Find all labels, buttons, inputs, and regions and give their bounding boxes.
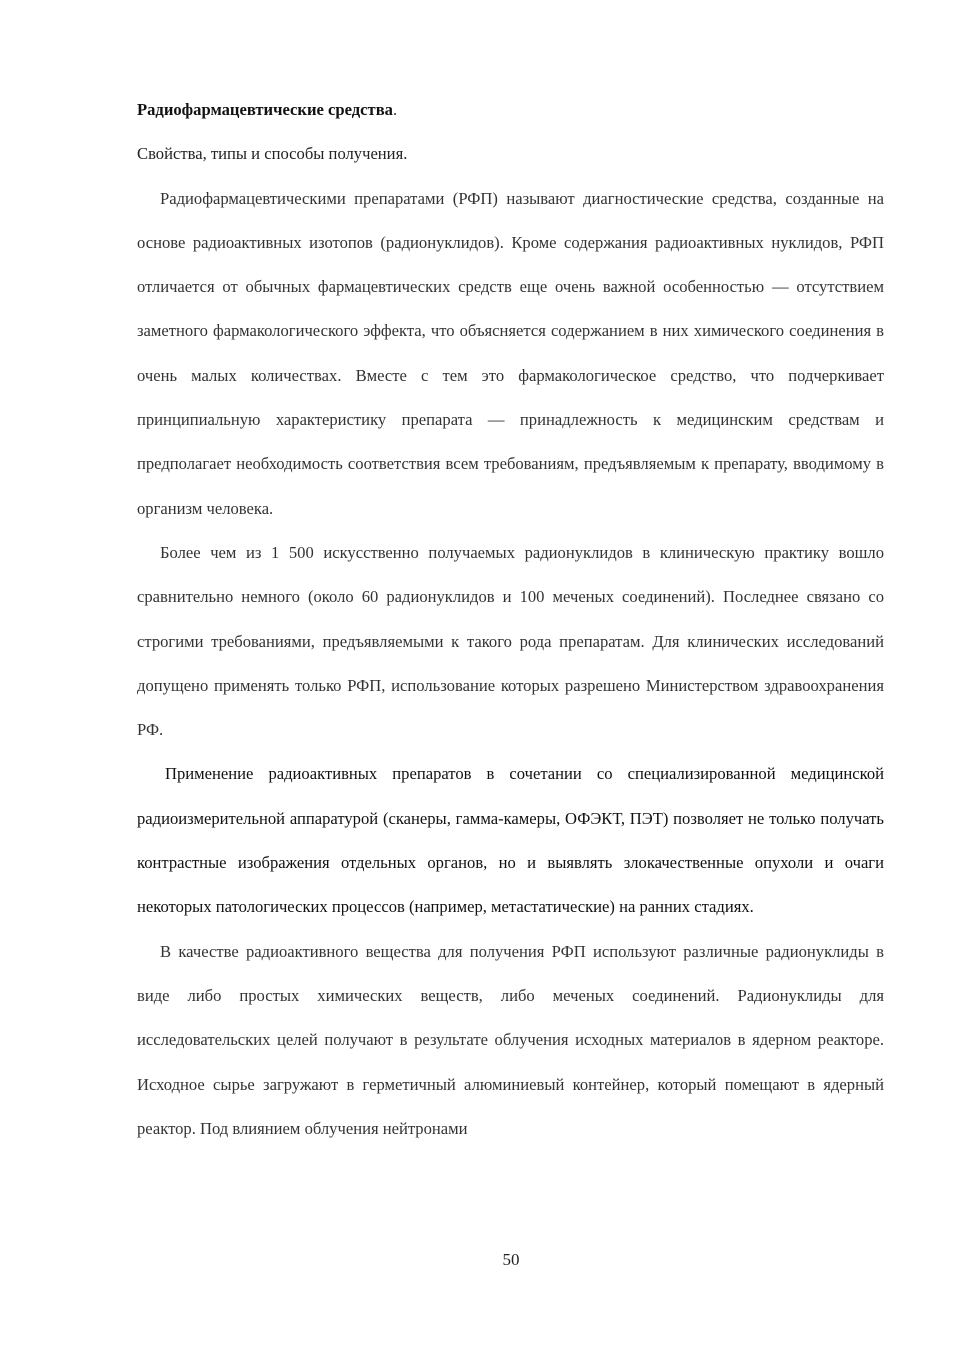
page-number: 50: [502, 1250, 520, 1269]
section-heading-period: .: [392, 100, 398, 119]
section-heading: Радиофармацевтические средства: [137, 100, 393, 119]
paragraph-production: В качестве радиоактивного вещества для получения РФП используют различные радионуклиды в виде либо простых химических веществ, либо меченых соединений. Радионуклиды для исследовательских целей получают в результате облучения исходных материалов в ядерном реакторе. Исходное сырье загружают в герметичный алюминиевый контейнер, который помещают в ядерный реактор. Под влиянием облучения нейтронами: [137, 941, 884, 1138]
paragraph-radionuclide-count: Более чем из 1 500 искусственно получаемых радионуклидов в клиническую практику вошло сравнительно немного (около 60 радионуклидов и 100 меченых соединений). Последнее связано со строгими требованиями, предъявляемыми к такого рода препаратам. Для клинических исследований допущено применять только РФП, использование которых разрешено Министерством здравоохранения РФ.: [137, 542, 884, 740]
paragraph-rfp-definition: Радиофармацевтическими препаратами (РФП) называют диагностические средства, созданные на основе радиоактивных изотопов (радионуклидов). Кроме содержания радиоактивных нуклидов, РФП отличается от обычных фармацевтических средств еще очень важной особенностью — отсутствием заметного фармакологического эффекта, что объясняется содержанием в них химического соединения в очень малых количествах. Вместе с тем это фармакологическое средство, что подчеркивает принципиальную характеристику препарата — принадлежность к медицинским средствам и предполагает необходимость соответствия всем требованиям, предъявляемым к препарату, вводимому в организм человека.: [137, 188, 884, 518]
section-subheading: Свойства, типы и способы получения.: [137, 144, 408, 164]
section-heading-line: [137, 88, 884, 132]
document-body: [137, 88, 884, 1151]
paragraph-application: Применение радиоактивных препаратов в сочетании со специализированной медицинской радиоизмерительной аппаратурой (сканеры, гамма-камеры, ОФЭКТ, ПЭТ) позволяет не только получать контрастные изображения отдельных органов, но и выявлять злокачественные опухоли и очаги некоторых патологических процессов (например, метастатические) на ранних стадиях.: [137, 764, 884, 917]
